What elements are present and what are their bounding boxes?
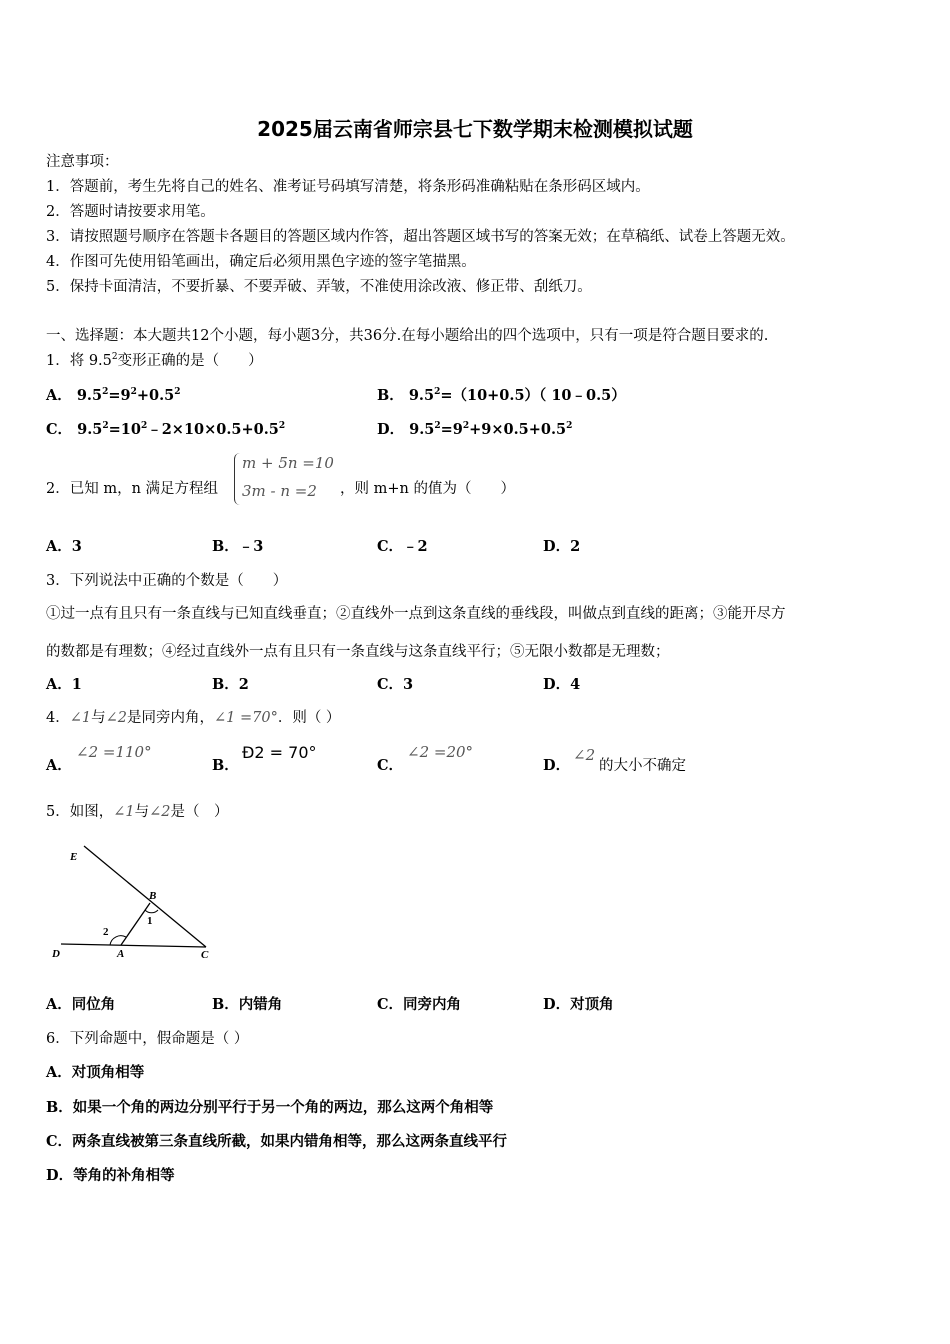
- label-c: C: [201, 949, 209, 961]
- q5-option-c: C．同旁内角: [377, 996, 462, 1013]
- q5-option-d: D．对顶角: [543, 996, 614, 1013]
- q4-option-b-math: Ð2 = 70°: [242, 743, 317, 762]
- q4-option-a-math: ∠2 =110°: [76, 743, 152, 761]
- line-ab: [121, 903, 150, 945]
- q1-option-d: D． $9.5^2=9^2+9\times 0.5+0.5^2$: [377, 421, 573, 438]
- question-6-stem: 6．下列命题中，假命题是（ ）: [46, 1031, 249, 1047]
- equation-1: m + 5n =10: [242, 454, 334, 472]
- question-1-stem: 1．将 $9.5^2$变形正确的是（ ）: [46, 352, 263, 369]
- question-4-stem: 4．∠1与∠2是同旁内角，∠1 =70°．则（ ）: [46, 710, 341, 726]
- q4-option-b-label: B．: [212, 757, 239, 774]
- question-3-line: 的数都是有理数；④经过直线外一点有且只有一条直线与这条直线平行；⑤无限小数都是无理数；: [46, 644, 670, 660]
- q5-option-a: A．同位角: [46, 996, 116, 1013]
- question-2-stem-end: ，则 m+n 的值为（ ）: [340, 481, 515, 497]
- q4-option-c-math: ∠2 =20°: [407, 743, 474, 761]
- notice-item: 2．答题时请按要求用笔。: [46, 204, 215, 220]
- q1-option-c: C． $9.5^2=10^2﹣2\times 10\times 0.5+0.5^2$: [46, 421, 286, 438]
- notice-heading: 注意事项：: [46, 154, 119, 170]
- equation-2: 3m - n =2: [242, 482, 317, 500]
- q3-option-c: C．3: [377, 676, 414, 693]
- label-a: A: [117, 948, 125, 960]
- question-2-stem: 2．已知 m，n 满足方程组: [46, 481, 219, 497]
- q4-option-d-math: ∠2: [573, 746, 596, 764]
- label-b: B: [149, 890, 157, 902]
- label-e: E: [70, 851, 78, 863]
- q6-option-b: B．如果一个角的两边分别平行于另一个角的两边，那么这两个角相等: [46, 1099, 494, 1116]
- question-3-line: ①过一点有且只有一条直线与已知直线垂直；②直线外一点到这条直线的垂线段，叫做点到直线的距离；③能开尽方: [46, 606, 786, 622]
- q2-option-d: D．2: [543, 538, 581, 555]
- q1-option-a: A． $9.5^2=9^2+0.5^2$: [46, 387, 181, 404]
- label-angle-1: 1: [147, 915, 153, 927]
- label-angle-2: 2: [103, 926, 109, 938]
- q5-option-b: B．内错角: [212, 996, 283, 1013]
- q1-option-b: B． $9.5^2=(10+0.5)$（ 10﹣0.5）: [377, 387, 626, 404]
- question-5-stem: 5．如图，∠1与∠2是（ ）: [46, 804, 229, 820]
- angle-figure: [46, 838, 226, 968]
- q2-option-b: B．﹣3: [212, 538, 264, 555]
- label-d: D: [52, 948, 60, 960]
- notice-item: 5．保持卡面清洁，不要折暴、不要弄破、弄皱，不准使用涂改液、修正带、刮纸刀。: [46, 279, 592, 295]
- notice-item: 4．作图可先使用铅笔画出，确定后必须用黑色字迹的签字笔描黑。: [46, 254, 476, 270]
- q4-option-d-text: 的大小不确定: [599, 758, 686, 774]
- line-dc: [61, 944, 206, 947]
- section-heading: 一、选择题：本大题共12个小题，每小题3分，共36分.在每小题给出的四个选项中，只有一项是符合题目要求的.: [46, 328, 769, 344]
- q2-option-a: A．3: [46, 538, 82, 555]
- q3-option-b: B．2: [212, 676, 249, 693]
- q6-option-d: D．等角的补角相等: [46, 1167, 175, 1184]
- q3-option-a: A．1: [46, 676, 82, 693]
- q6-option-c: C．两条直线被第三条直线所截，如果内错角相等，那么这两条直线平行: [46, 1133, 508, 1150]
- q6-option-a: A．对顶角相等: [46, 1064, 145, 1081]
- q4-option-a-label: A．: [46, 757, 72, 774]
- question-3-stem: 3．下列说法中正确的个数是（ ）: [46, 573, 288, 589]
- q3-option-d: D．4: [543, 676, 581, 693]
- notice-item: 1．答题前，考生先将自己的姓名、准考证号码填写清楚，将条形码准确粘贴在条形码区域内。: [46, 179, 650, 195]
- notice-item: 3．请按照题号顺序在答题卡各题目的答题区域内作答，超出答题区域书写的答案无效；在草稿纸、试卷上答题无效。: [46, 229, 795, 245]
- q4-option-d-label: D．: [543, 757, 571, 774]
- angle-1-arc: [145, 910, 158, 913]
- q4-option-c-label: C．: [377, 757, 404, 774]
- page-title: 2025届云南省师宗县七下数学期末检测模拟试题: [257, 117, 693, 141]
- q2-option-c: C．﹣2: [377, 538, 428, 555]
